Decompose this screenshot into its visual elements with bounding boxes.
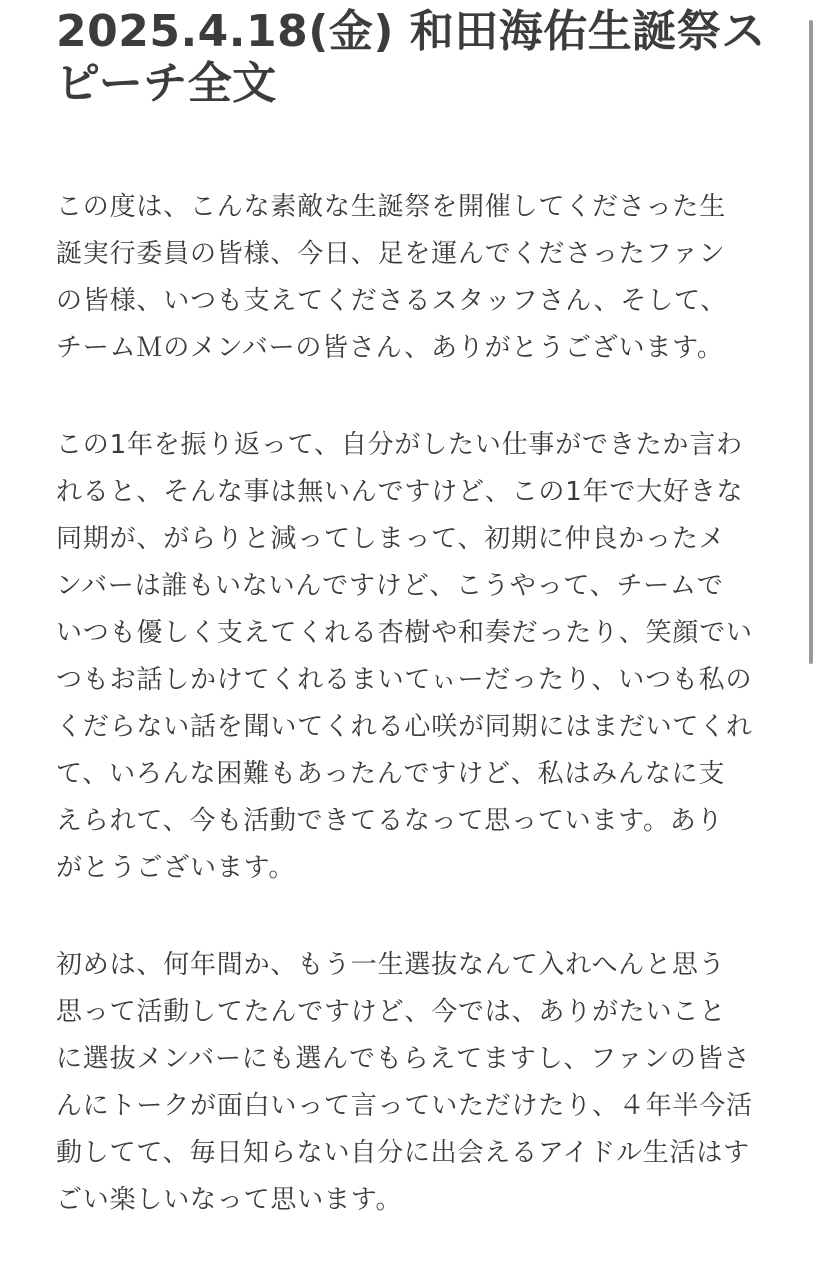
paragraph-line: 動してて、毎日知らない自分に出会えるアイドル生活はす bbox=[56, 1138, 750, 1168]
paragraph-thanks bbox=[56, 184, 776, 372]
title-line: ピーチ全文 bbox=[56, 58, 277, 109]
paragraph-line: チームＭのメンバーの皆さん、ありがとうございます。 bbox=[56, 333, 724, 363]
paragraph-line: の皆様、いつも支えてくださるスタッフさん、そして、 bbox=[56, 286, 728, 316]
paragraph-line: 思って活動してたんですけど、今では、ありがたいこと bbox=[56, 997, 727, 1027]
paragraph-line: がとうございます。 bbox=[56, 853, 296, 883]
vertical-scrollbar[interactable] bbox=[806, 0, 814, 1280]
paragraph-line: えられて、今も活動できてるなって思っています。あり bbox=[56, 806, 724, 836]
article-title bbox=[56, 6, 776, 110]
paragraph-line: に選抜メンバーにも選んでもらえてますし、ファンの皆さ bbox=[56, 1044, 751, 1074]
paragraph-line: ンバーは誰もいないんですけど、こうやって、チームで bbox=[56, 571, 724, 601]
paragraph-line: つもお話しかけてくれるまいてぃーだったり、いつも私の bbox=[56, 665, 753, 695]
paragraph-selection bbox=[56, 942, 776, 1224]
paragraph-line: んにトークが面白いって言っていただけたり、４年半今活 bbox=[56, 1091, 753, 1121]
title-line: 2025.4.18(金) 和田海佑生誕祭ス bbox=[56, 6, 766, 57]
scrollbar-thumb[interactable] bbox=[809, 20, 813, 664]
paragraph-line: この度は、こんな素敵な生誕祭を開催してくださった生 bbox=[56, 192, 727, 222]
paragraph-line: いつも優しく支えてくれる杏樹や和奏だったり、笑顔でい bbox=[56, 618, 753, 648]
article bbox=[56, 6, 776, 1224]
paragraph-line: れると、そんな事は無いんですけど、この1年で大好きな bbox=[56, 477, 744, 507]
paragraph-reflection bbox=[56, 422, 776, 892]
paragraph-line: て、いろんな困難もあったんですけど、私はみんなに支 bbox=[56, 759, 726, 789]
paragraph-line: 初めは、何年間か、もう一生選抜なんて入れへんと思う bbox=[56, 950, 726, 980]
paragraph-line: 同期が、がらりと減ってしまって、初期に仲良かったメ bbox=[56, 524, 726, 554]
paragraph-line: 誕実行委員の皆様、今日、足を運んでくださったファン bbox=[56, 239, 726, 269]
paragraph-line: ごい楽しいなって思います。 bbox=[56, 1185, 403, 1215]
paragraph-line: くだらない話を聞いてくれる心咲が同期にはまだいてくれ bbox=[56, 712, 753, 742]
paragraph-line: この1年を振り返って、自分がしたい仕事ができたか言わ bbox=[56, 430, 743, 460]
